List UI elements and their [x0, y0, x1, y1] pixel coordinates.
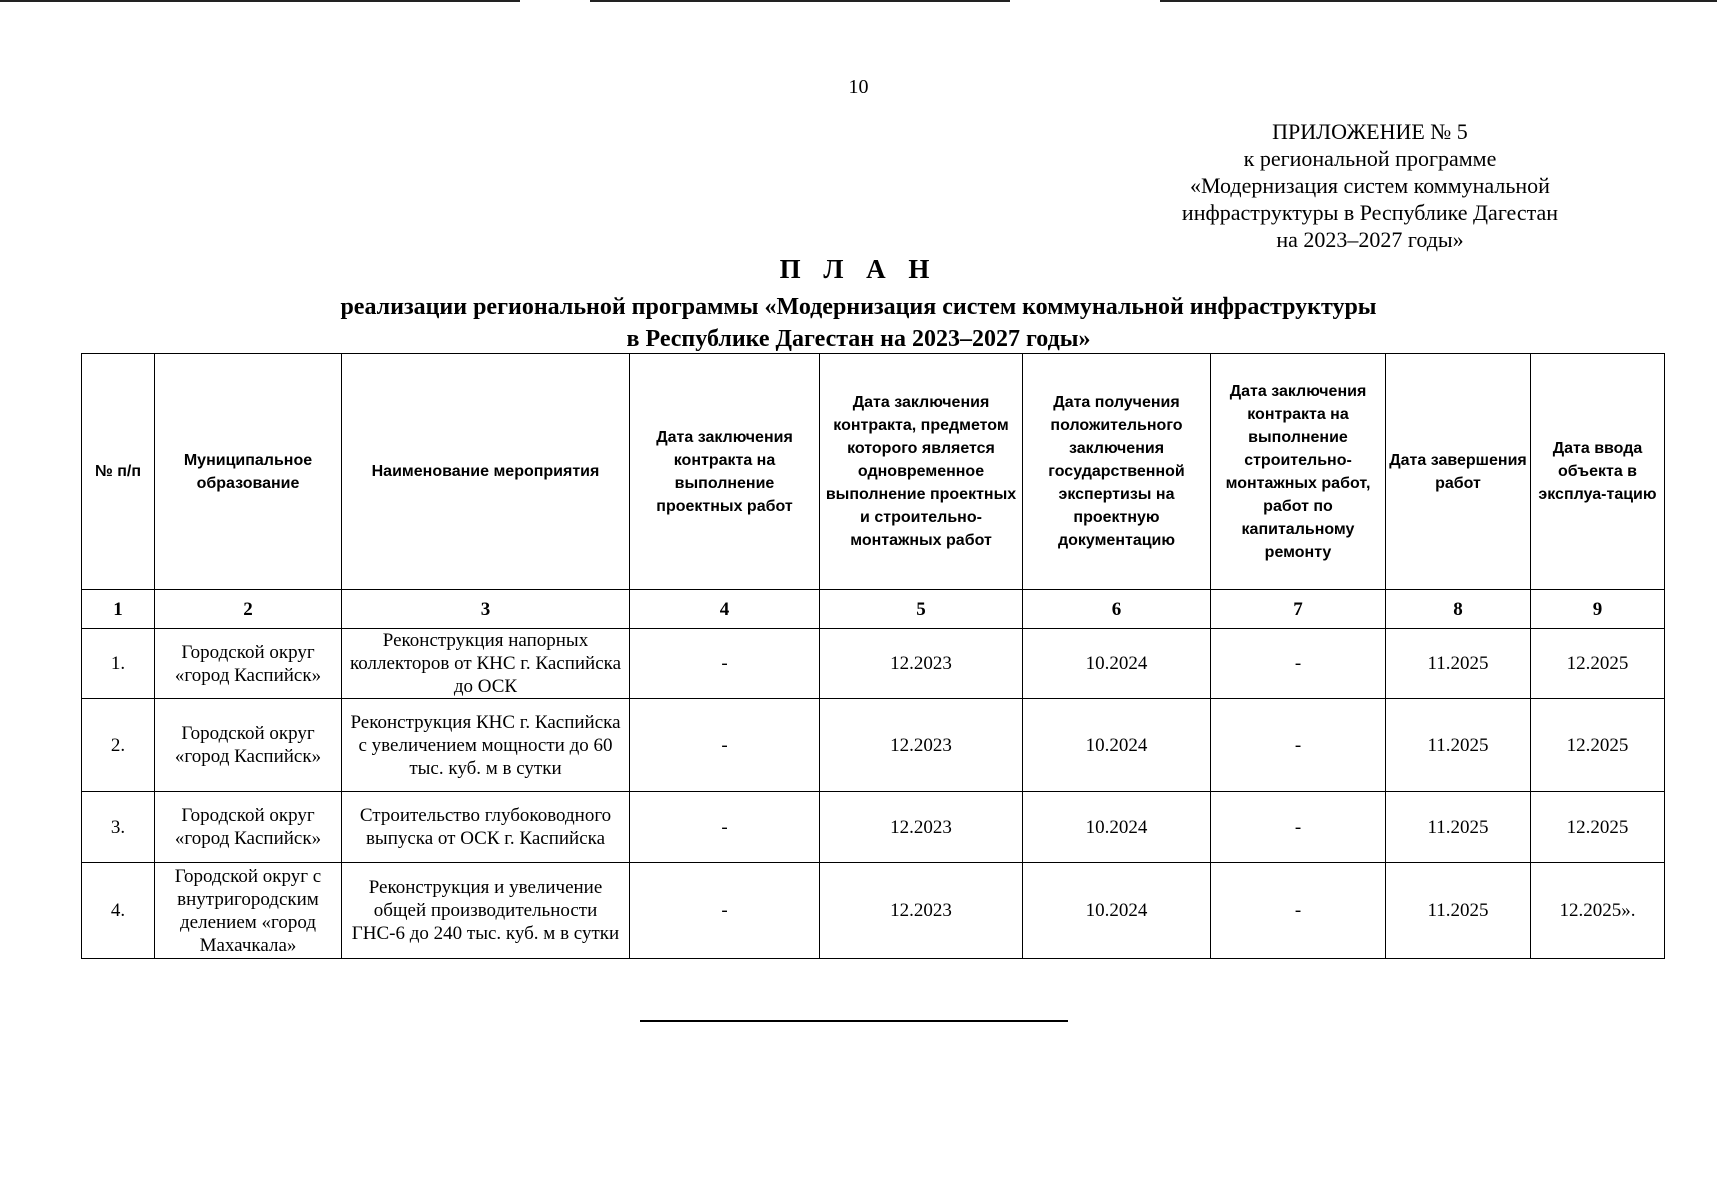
- table-cell: -: [630, 629, 820, 699]
- table-cell: -: [630, 863, 820, 959]
- appendix-line: к региональной программе: [1243, 146, 1497, 171]
- table-cell: Городской округ с внутригородским делением «город Махачкала»: [155, 863, 342, 959]
- column-number-cell: 1: [82, 590, 155, 629]
- table-cell: 12.2023: [820, 629, 1023, 699]
- table-row: [82, 629, 1665, 699]
- table-row: [82, 863, 1665, 959]
- scan-edge-line: [1160, 0, 1717, 2]
- table-cell: Строительство глубоководного выпуска от ОСК г. Каспийска: [342, 792, 630, 863]
- appendix-line: инфраструктуры в Республике Дагестан: [1181, 200, 1559, 225]
- table-cell: Реконструкция и увеличение общей производительности ГНС-6 до 240 тыс. куб. м в сутки: [342, 863, 630, 959]
- table-cell: 10.2024: [1023, 629, 1211, 699]
- column-number-cell: 3: [342, 590, 630, 629]
- scan-edge-line: [590, 0, 1010, 2]
- end-of-document-line: [640, 1020, 1068, 1022]
- appendix-line: на 2023–2027 годы»: [1276, 227, 1464, 252]
- appendix-line: ПРИЛОЖЕНИЕ № 5: [1272, 119, 1468, 144]
- table-cell: 12.2023: [820, 699, 1023, 792]
- header-cell: Дата заключения контракта на выполнение проектных работ: [630, 354, 820, 590]
- header-cell: Дата ввода объекта в эксплуа-тацию: [1531, 354, 1665, 590]
- header-cell: Дата получения положительного заключения государственной экспертизы на проектную документацию: [1023, 354, 1211, 590]
- table-cell: 12.2023: [820, 863, 1023, 959]
- column-number-cell: 5: [820, 590, 1023, 629]
- table-cell: 4.: [82, 863, 155, 959]
- document-subtitle: [0, 291, 1717, 355]
- table-header-row: [82, 354, 1665, 590]
- table-cell: 10.2024: [1023, 863, 1211, 959]
- page-number: 10: [848, 76, 869, 98]
- table-cell: -: [630, 792, 820, 863]
- header-cell: № п/п: [82, 354, 155, 590]
- header-cell: Дата заключения контракта на выполнение строительно-монтажных работ, работ по капитальному ремонту: [1211, 354, 1386, 590]
- table-cell: 12.2025».: [1531, 863, 1665, 959]
- appendix-line: «Модернизация систем коммунальной: [1190, 173, 1550, 198]
- table-cell: -: [1211, 863, 1386, 959]
- table-row: [82, 699, 1665, 792]
- table-cell: Городской округ «город Каспийск»: [155, 699, 342, 792]
- column-number-row: [82, 590, 1665, 629]
- table-cell: 11.2025: [1386, 699, 1531, 792]
- table-cell: 12.2025: [1531, 792, 1665, 863]
- column-number-cell: 7: [1211, 590, 1386, 629]
- column-number-cell: 6: [1023, 590, 1211, 629]
- table-cell: 11.2025: [1386, 792, 1531, 863]
- table-cell: 1.: [82, 629, 155, 699]
- table-cell: Городской округ «город Каспийск»: [155, 792, 342, 863]
- subtitle-line: в Республике Дагестан на 2023–2027 годы»: [626, 326, 1091, 352]
- document-title: П Л А Н: [779, 254, 938, 284]
- table-cell: Городской округ «город Каспийск»: [155, 629, 342, 699]
- table-cell: 12.2025: [1531, 629, 1665, 699]
- table-cell: Реконструкция напорных коллекторов от КНС г. Каспийска до ОСК: [342, 629, 630, 699]
- table-cell: 2.: [82, 699, 155, 792]
- header-cell: Наименование мероприятия: [342, 354, 630, 590]
- table-cell: Реконструкция КНС г. Каспийска с увеличением мощности до 60 тыс. куб. м в сутки: [342, 699, 630, 792]
- header-cell: Муниципальное образование: [155, 354, 342, 590]
- column-number-cell: 9: [1531, 590, 1665, 629]
- table-cell: 11.2025: [1386, 863, 1531, 959]
- table-cell: -: [1211, 629, 1386, 699]
- column-number-cell: 2: [155, 590, 342, 629]
- column-number-cell: 4: [630, 590, 820, 629]
- header-cell: Дата заключения контракта, предметом которого является одновременное выполнение проектных и строительно-монтажных работ: [820, 354, 1023, 590]
- table-row: [82, 792, 1665, 863]
- table-cell: -: [1211, 699, 1386, 792]
- table-cell: 10.2024: [1023, 699, 1211, 792]
- plan-table: [81, 353, 1665, 959]
- header-cell: Дата завершения работ: [1386, 354, 1531, 590]
- table-cell: 11.2025: [1386, 629, 1531, 699]
- column-number-cell: 8: [1386, 590, 1531, 629]
- appendix-block: [1170, 118, 1570, 253]
- table-cell: 3.: [82, 792, 155, 863]
- table-cell: 10.2024: [1023, 792, 1211, 863]
- table-cell: 12.2025: [1531, 699, 1665, 792]
- subtitle-line: реализации региональной программы «Модернизация систем коммунальной инфраструктуры: [340, 294, 1377, 320]
- scan-edge-line: [0, 0, 520, 2]
- table-cell: -: [1211, 792, 1386, 863]
- table-cell: 12.2023: [820, 792, 1023, 863]
- table-cell: -: [630, 699, 820, 792]
